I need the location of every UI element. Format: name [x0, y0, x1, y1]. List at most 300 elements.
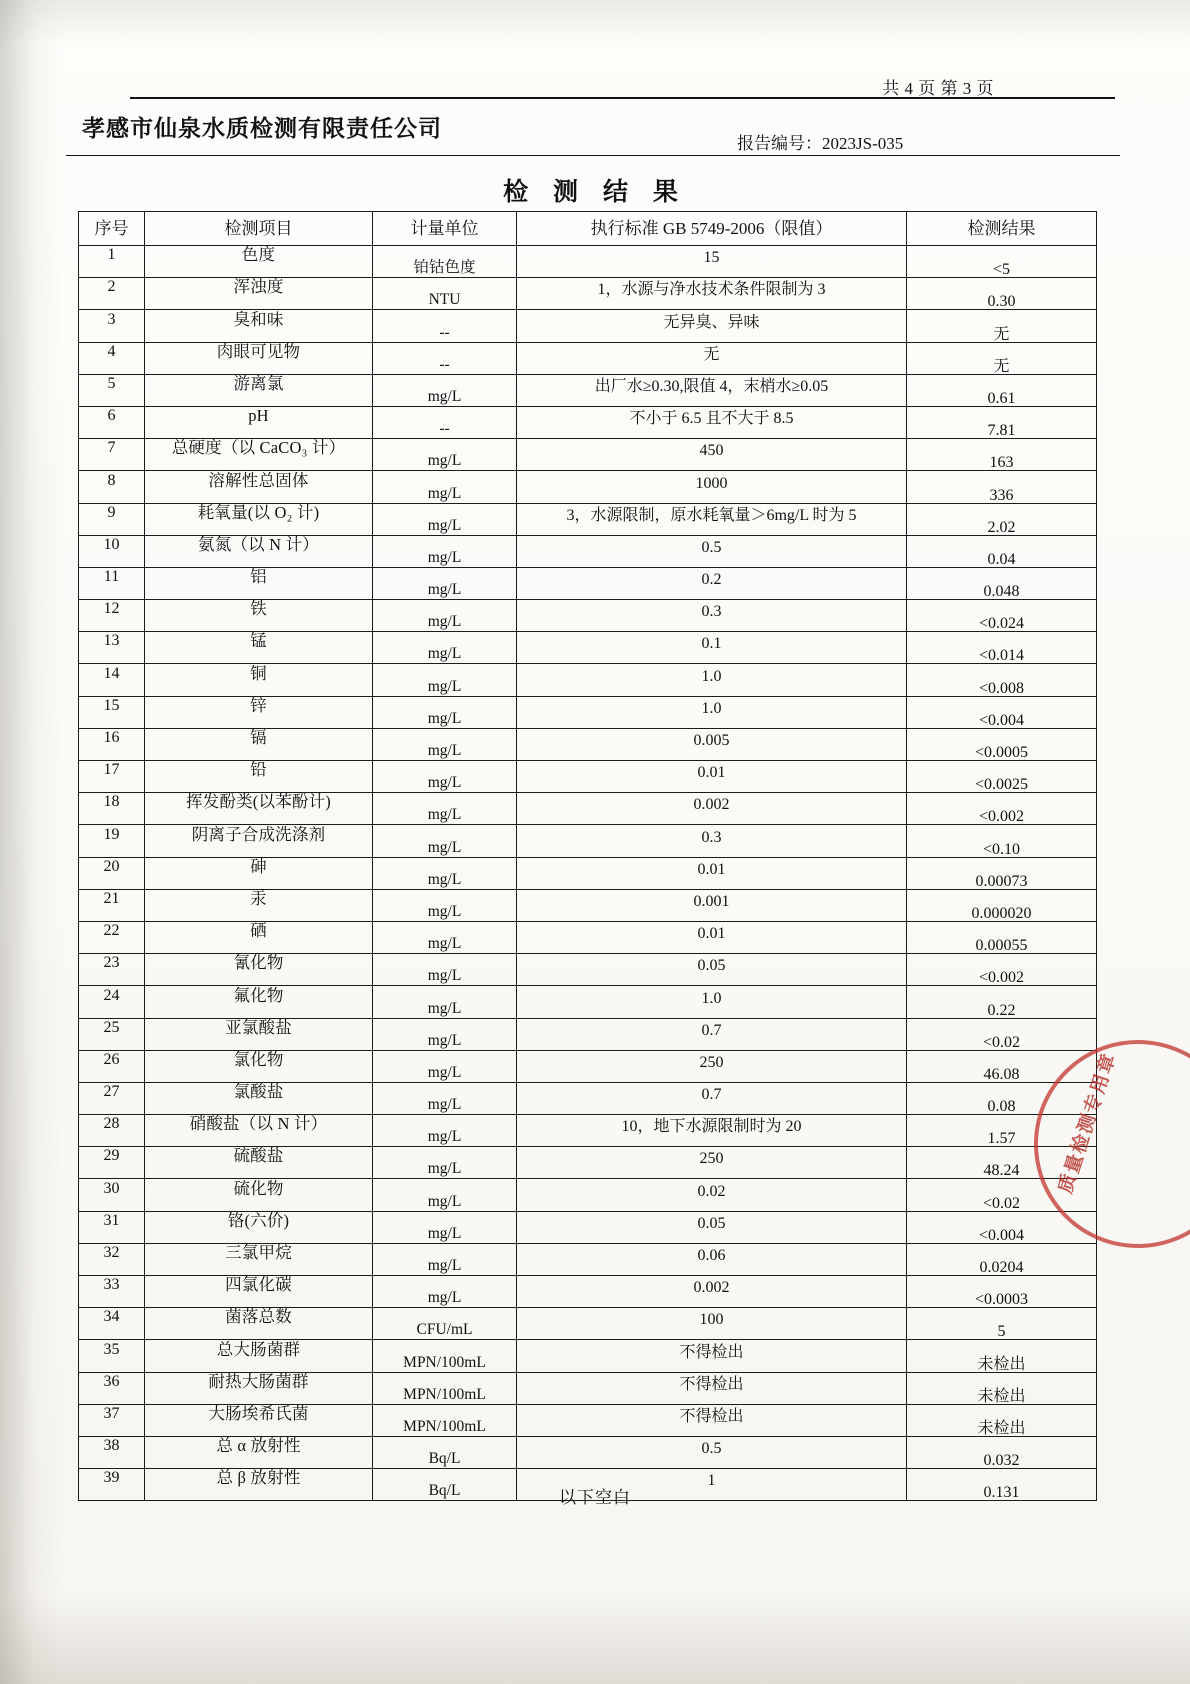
row-unit-cell — [373, 567, 517, 599]
row-result: 0.00055 — [975, 937, 1028, 955]
row-result: 46.08 — [983, 1065, 1020, 1083]
row-item-name: 耐热大肠菌群 — [208, 1371, 309, 1391]
row-result-cell — [907, 342, 1097, 374]
row-standard: 1，水源与净水技术条件限制为 3 — [597, 281, 826, 299]
table-row — [79, 825, 1097, 857]
row-item-name-cell — [145, 310, 373, 342]
column-header-standard: 执行标准 GB 5749-2006（限值） — [517, 212, 907, 246]
row-item-name: 大肠埃希氏菌 — [208, 1403, 309, 1423]
row-unit: MPN/100mL — [403, 1353, 486, 1371]
table-row — [79, 1243, 1097, 1275]
row-standard-cell — [517, 1050, 907, 1082]
row-number: 19 — [103, 825, 120, 843]
row-item-name: 锌 — [250, 695, 267, 715]
table-row — [79, 1308, 1097, 1340]
row-unit-cell — [373, 503, 517, 535]
row-standard-cell — [517, 406, 907, 438]
row-result: 336 — [989, 486, 1014, 504]
row-standard-cell — [517, 535, 907, 567]
row-standard-cell — [517, 1147, 907, 1179]
row-result: 2.02 — [987, 518, 1016, 536]
row-unit: mg/L — [427, 581, 462, 599]
table-row — [79, 986, 1097, 1018]
row-number: 31 — [103, 1211, 120, 1229]
row-number: 25 — [103, 1018, 120, 1036]
row-result-cell — [907, 1179, 1097, 1211]
row-standard-cell — [517, 439, 907, 471]
row-unit: Bq/L — [428, 1450, 461, 1468]
row-standard: 1000 — [695, 474, 728, 492]
row-result-cell — [907, 278, 1097, 310]
row-standard: 0.002 — [693, 1279, 730, 1297]
table-row — [79, 246, 1097, 278]
row-result: 163 — [989, 454, 1014, 472]
table-row — [79, 1436, 1097, 1468]
row-unit-cell — [373, 1147, 517, 1179]
row-number: 14 — [103, 664, 120, 682]
row-result: 7.81 — [987, 422, 1016, 440]
row-standard: 无 — [703, 345, 720, 363]
row-unit: mg/L — [427, 902, 462, 920]
column-header-result: 检测结果 — [907, 212, 1097, 246]
footer-note: 以下空白 — [559, 1488, 631, 1507]
row-number: 29 — [103, 1147, 120, 1165]
table-row — [79, 1115, 1097, 1147]
row-unit-cell — [373, 1018, 517, 1050]
row-unit: -- — [439, 420, 450, 438]
row-number: 35 — [103, 1340, 120, 1358]
row-item-name: 溶解性总固体 — [208, 470, 309, 490]
row-number-cell — [79, 761, 145, 793]
table-header-row — [79, 212, 1097, 246]
table-row — [79, 954, 1097, 986]
row-unit-cell — [373, 664, 517, 696]
row-unit-cell — [373, 825, 517, 857]
row-standard: 0.5 — [701, 1440, 722, 1458]
row-number-cell — [79, 471, 145, 503]
table-row — [79, 857, 1097, 889]
row-standard-cell — [517, 761, 907, 793]
row-standard-cell — [517, 632, 907, 664]
row-result-cell — [907, 761, 1097, 793]
row-number-cell — [79, 310, 145, 342]
row-unit-cell — [373, 1211, 517, 1243]
table-row — [79, 889, 1097, 921]
row-item-name: 氯化物 — [233, 1049, 284, 1069]
row-result-cell — [907, 1018, 1097, 1050]
row-standard-cell — [517, 1115, 907, 1147]
table-row — [79, 278, 1097, 310]
row-number-cell — [79, 1404, 145, 1436]
row-unit: mg/L — [427, 1192, 462, 1210]
row-item-name-cell — [145, 1179, 373, 1211]
company-name: 孝感市仙泉水质检测有限责任公司 — [82, 115, 442, 141]
row-number: 1 — [107, 246, 116, 264]
row-number: 36 — [103, 1372, 120, 1390]
row-item-name: 耗氧量(以 O₂ 计) — [197, 502, 320, 522]
row-unit: mg/L — [427, 452, 462, 470]
row-result-cell — [907, 374, 1097, 406]
row-number: 23 — [103, 954, 120, 972]
row-number-cell — [79, 600, 145, 632]
row-item-name: 硫化物 — [233, 1178, 284, 1198]
row-standard: 0.06 — [697, 1247, 726, 1264]
row-item-name-cell — [145, 728, 373, 760]
table-row — [79, 1179, 1097, 1211]
row-standard-cell — [517, 1404, 907, 1436]
row-number: 17 — [103, 761, 120, 779]
row-number: 38 — [103, 1437, 120, 1455]
row-unit: mg/L — [427, 1224, 462, 1242]
table-row — [79, 1276, 1097, 1308]
row-result: 0.032 — [983, 1452, 1020, 1470]
row-unit-cell — [373, 1340, 517, 1372]
row-item-name-cell — [145, 503, 373, 535]
row-unit-cell — [373, 632, 517, 664]
row-unit: 铂钴色度 — [413, 259, 476, 277]
row-standard-cell — [517, 1211, 907, 1243]
row-result-cell — [907, 696, 1097, 728]
row-result: 0.048 — [983, 583, 1020, 601]
column-header-no: 序号 — [79, 212, 145, 246]
row-result-cell — [907, 857, 1097, 889]
row-item-name-cell — [145, 1404, 373, 1436]
row-item-name-cell — [145, 1436, 373, 1468]
row-number-cell — [79, 696, 145, 728]
row-number-cell — [79, 1115, 145, 1147]
row-item-name-cell — [145, 1050, 373, 1082]
row-result: 0.00073 — [975, 872, 1028, 890]
row-result: 未检出 — [977, 1387, 1026, 1405]
row-item-name: 游离氯 — [233, 373, 284, 393]
row-item-name: 阴离子合成洗涤剂 — [191, 824, 326, 844]
row-number-cell — [79, 1147, 145, 1179]
row-number-cell — [79, 1050, 145, 1082]
row-result-cell — [907, 535, 1097, 567]
row-item-name: 肉眼可见物 — [216, 341, 301, 361]
table-row — [79, 761, 1097, 793]
row-number-cell — [79, 1372, 145, 1404]
row-unit-cell — [373, 278, 517, 310]
row-result-cell — [907, 889, 1097, 921]
row-result-cell — [907, 1340, 1097, 1372]
row-number: 21 — [103, 889, 120, 907]
row-item-name-cell — [145, 1115, 373, 1147]
row-number-cell — [79, 374, 145, 406]
row-number-cell — [79, 857, 145, 889]
row-item-name: 臭和味 — [233, 309, 284, 329]
table-row — [79, 1340, 1097, 1372]
row-number: 22 — [103, 922, 120, 940]
report-number — [737, 129, 903, 154]
row-unit-cell — [373, 439, 517, 471]
row-standard-cell — [517, 503, 907, 535]
row-standard: 15 — [703, 249, 720, 267]
row-result-cell — [907, 825, 1097, 857]
row-number: 7 — [107, 439, 116, 457]
row-standard: 1.0 — [701, 699, 722, 717]
table-row — [79, 342, 1097, 374]
row-result: <0.008 — [978, 679, 1025, 697]
row-standard-cell — [517, 278, 907, 310]
report-number-label: 报告编号： — [737, 134, 822, 153]
row-item-name-cell — [145, 857, 373, 889]
row-result-cell — [907, 1436, 1097, 1468]
row-standard-cell — [517, 1243, 907, 1275]
row-standard: 无异臭、异味 — [663, 313, 760, 331]
row-item-name: 挥发酚类(以苯酚计) — [186, 792, 331, 812]
row-result: <0.0025 — [974, 776, 1029, 794]
row-item-name: 锰 — [250, 631, 267, 651]
row-item-name-cell — [145, 374, 373, 406]
table-row — [79, 503, 1097, 535]
row-result-cell — [907, 1050, 1097, 1082]
row-number: 18 — [103, 793, 120, 811]
row-item-name: 铁 — [250, 599, 267, 619]
row-item-name-cell — [145, 406, 373, 438]
row-unit-cell — [373, 1050, 517, 1082]
row-item-name: 总 β 放射性 — [216, 1468, 301, 1488]
row-result: <0.02 — [982, 1194, 1021, 1212]
row-result-cell — [907, 1082, 1097, 1114]
row-number-cell — [79, 278, 145, 310]
row-number: 37 — [103, 1404, 120, 1422]
row-standard-cell — [517, 310, 907, 342]
row-item-name: 砷 — [250, 856, 267, 876]
row-item-name-cell — [145, 600, 373, 632]
row-number-cell — [79, 246, 145, 278]
row-unit: MPN/100mL — [403, 1385, 486, 1403]
row-unit: mg/L — [427, 806, 462, 824]
row-number: 15 — [103, 696, 120, 714]
row-number: 32 — [103, 1244, 120, 1261]
row-standard: 0.7 — [701, 1021, 722, 1039]
row-standard-cell — [517, 374, 907, 406]
row-item-name-cell — [145, 471, 373, 503]
row-item-name: 硒 — [250, 921, 267, 941]
row-standard-cell — [517, 986, 907, 1018]
row-unit-cell — [373, 1179, 517, 1211]
row-number: 10 — [103, 535, 120, 553]
row-number: 39 — [103, 1469, 120, 1487]
row-result: <0.002 — [978, 808, 1025, 826]
row-result: 未检出 — [977, 1419, 1026, 1437]
row-item-name-cell — [145, 439, 373, 471]
table-row — [79, 1018, 1097, 1050]
row-standard-cell — [517, 1082, 907, 1114]
row-standard: 250 — [699, 1150, 724, 1168]
row-unit-cell — [373, 406, 517, 438]
row-unit-cell — [373, 857, 517, 889]
row-result: <0.0003 — [974, 1291, 1029, 1309]
row-item-name-cell — [145, 1018, 373, 1050]
row-number: 27 — [103, 1083, 120, 1101]
row-number-cell — [79, 1211, 145, 1243]
row-standard: 0.05 — [697, 957, 726, 975]
row-unit-cell — [373, 921, 517, 953]
row-unit: -- — [439, 355, 450, 373]
row-standard: 0.01 — [697, 860, 726, 878]
row-unit-cell — [373, 728, 517, 760]
row-number-cell — [79, 632, 145, 664]
row-number-cell — [79, 1308, 145, 1340]
row-item-name-cell — [145, 342, 373, 374]
row-unit: mg/L — [427, 870, 462, 888]
row-number-cell — [79, 954, 145, 986]
row-standard: 0.002 — [693, 796, 730, 814]
row-unit-cell — [373, 889, 517, 921]
row-unit-cell — [373, 246, 517, 278]
row-result-cell — [907, 664, 1097, 696]
row-item-name: 汞 — [250, 888, 267, 908]
table-row — [79, 535, 1097, 567]
row-unit-cell — [373, 793, 517, 825]
row-unit: CFU/mL — [416, 1321, 473, 1339]
row-item-name: 硫酸盐 — [233, 1146, 284, 1166]
row-item-name-cell — [145, 761, 373, 793]
row-item-name: 铅 — [250, 760, 267, 780]
row-standard-cell — [517, 471, 907, 503]
row-unit: mg/L — [427, 613, 462, 631]
row-standard: 出厂水≥0.30,限值 4，末梢水≥0.05 — [594, 377, 829, 395]
row-item-name-cell — [145, 278, 373, 310]
row-unit: mg/L — [427, 742, 462, 759]
row-unit: mg/L — [427, 1063, 462, 1081]
row-number: 28 — [103, 1115, 120, 1133]
row-result: 0.131 — [983, 1484, 1020, 1502]
row-unit-cell — [373, 1404, 517, 1436]
row-standard-cell — [517, 1179, 907, 1211]
row-result-cell — [907, 471, 1097, 503]
row-standard: 250 — [699, 1053, 724, 1071]
row-result: 0.08 — [987, 1098, 1016, 1116]
row-number-cell — [79, 825, 145, 857]
row-number-cell — [79, 1436, 145, 1468]
row-standard: 不得检出 — [679, 1375, 744, 1393]
row-standard-cell — [517, 728, 907, 760]
row-number-cell — [79, 1276, 145, 1308]
table-row — [79, 310, 1097, 342]
row-unit: NTU — [428, 291, 461, 309]
row-number-cell — [79, 1018, 145, 1050]
row-item-name: 总 α 放射性 — [216, 1436, 301, 1456]
row-standard: 1 — [707, 1472, 716, 1490]
row-result-cell — [907, 921, 1097, 953]
row-result-cell — [907, 503, 1097, 535]
row-number: 33 — [103, 1276, 120, 1294]
row-item-name-cell — [145, 1308, 373, 1340]
row-standard: 1.0 — [701, 667, 722, 685]
row-item-name: 铜 — [250, 663, 267, 683]
row-unit-cell — [373, 310, 517, 342]
row-item-name: 总硬度（以 CaCO₃ 计） — [171, 438, 346, 458]
row-unit: mg/L — [427, 999, 462, 1017]
table-row — [79, 793, 1097, 825]
row-number-cell — [79, 342, 145, 374]
row-unit: mg/L — [427, 1257, 462, 1274]
row-unit-cell — [373, 1115, 517, 1147]
table-row — [79, 1147, 1097, 1179]
row-number: 13 — [103, 632, 120, 650]
row-item-name-cell — [145, 1276, 373, 1308]
table-row — [79, 1082, 1097, 1114]
row-item-name-cell — [145, 1372, 373, 1404]
row-number: 26 — [103, 1050, 120, 1068]
row-number-cell — [79, 535, 145, 567]
row-item-name: 氨氮（以 N 计） — [198, 534, 319, 554]
row-result-cell — [907, 1372, 1097, 1404]
report-number-value: 2023JS-035 — [822, 134, 904, 153]
row-number: 8 — [107, 471, 116, 489]
row-result: 5 — [997, 1323, 1006, 1341]
row-number: 5 — [107, 374, 116, 392]
row-unit: MPN/100mL — [403, 1417, 486, 1435]
row-result: <0.024 — [978, 615, 1025, 633]
row-result-cell — [907, 728, 1097, 760]
table-row — [79, 1211, 1097, 1243]
row-item-name: 氰化物 — [233, 953, 284, 973]
row-number: 30 — [103, 1179, 120, 1197]
row-standard: 0.3 — [701, 603, 722, 621]
row-number-cell — [79, 921, 145, 953]
table-row — [79, 1050, 1097, 1082]
row-standard: 1.0 — [701, 989, 722, 1007]
row-result-cell — [907, 246, 1097, 278]
row-unit-cell — [373, 471, 517, 503]
row-result-cell — [907, 439, 1097, 471]
results-table — [78, 211, 1097, 1501]
row-unit: mg/L — [427, 1128, 462, 1146]
row-result: 无 — [993, 357, 1010, 375]
row-standard-cell — [517, 825, 907, 857]
row-unit-cell — [373, 600, 517, 632]
row-item-name-cell — [145, 246, 373, 278]
row-unit-cell — [373, 1243, 517, 1275]
row-item-name-cell — [145, 1340, 373, 1372]
row-number-cell — [79, 439, 145, 471]
row-standard: 0.7 — [701, 1086, 722, 1104]
row-number: 4 — [107, 342, 116, 360]
row-item-name: 镉 — [250, 728, 267, 747]
row-item-name-cell — [145, 632, 373, 664]
row-result-cell — [907, 310, 1097, 342]
row-standard: 450 — [699, 442, 724, 460]
row-number-cell — [79, 728, 145, 760]
row-result-cell — [907, 1147, 1097, 1179]
row-unit: Bq/L — [428, 1482, 461, 1500]
row-number-cell — [79, 406, 145, 438]
table-row — [79, 632, 1097, 664]
row-item-name-cell — [145, 535, 373, 567]
row-item-name-cell — [145, 921, 373, 953]
row-unit-cell — [373, 761, 517, 793]
row-unit: mg/L — [427, 484, 462, 502]
row-number-cell — [79, 986, 145, 1018]
row-standard: 0.5 — [701, 538, 722, 556]
row-result-cell — [907, 600, 1097, 632]
row-standard: 0.1 — [701, 635, 722, 653]
row-result-cell — [907, 1211, 1097, 1243]
row-result: 0.30 — [987, 293, 1016, 311]
row-standard-cell — [517, 1018, 907, 1050]
row-number: 2 — [107, 278, 116, 296]
table-row — [79, 567, 1097, 599]
row-standard: 0.2 — [701, 571, 722, 589]
row-standard-cell — [517, 954, 907, 986]
row-unit-cell — [373, 696, 517, 728]
row-standard: 0.05 — [697, 1214, 726, 1232]
row-item-name: 三氯甲烷 — [225, 1243, 292, 1262]
